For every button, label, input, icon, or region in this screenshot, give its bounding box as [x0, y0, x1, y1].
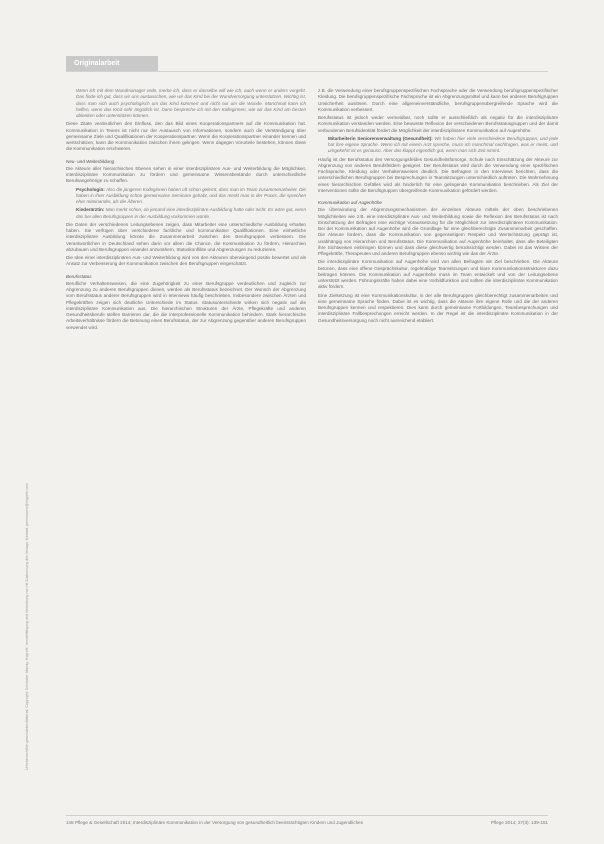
section-heading: Neu- und Weiterbildung — [66, 158, 115, 164]
quote-speaker: Kinderärztin: — [76, 207, 105, 213]
footer-citation: 148 Pflege & Gesellschaft 2014; Interdisziplinäre Kommunikation in der Versorgung von gesundheitlich beeinträchtigten Kindern und Jugendlichen — [66, 820, 364, 825]
body-paragraph: Berufliche Verhaltensweisen, die eine Zugehörigkeit zu einer Berufsgruppe verdeutlichen und zugleich zur Abgrenzung zu anderen Berufsgruppen dienen, werden als Berufsstatus bezeichnet. Der Wunsch der Abgrenzung vom Berufsstatus anderer Berufsgruppen wird in Interviews häufig beschrieben. Insbesondere zwischen Ärzten und Pflegekräften zeigen sich deutliche Unterschiede im Status. Statusunterschiede wirken sich negativ auf die interdisziplinäre Kommunikation aus. Die hierarchischen Strukturen der Ärzte, Pflegekräfte und anderen Gesundheitsberufe stellen Barrieren dar, die die interprofessionelle Kommunikation behindern. Stark hierarchische Arbeitsverhältnisse fördern die Betonung eines Berufsstatus, der zur Abgrenzung gegenüber anderen Berufsgruppen verwendet wird. — [66, 280, 306, 330]
body-paragraph: Häufig ist der Berufsstatus des Versorgungsfeldes Gesundheitsfürsorge, Schule nach Einschätzung der Akteure zur Abgrenzung von anderen Berufsfeldern geeignet. Der Berufsstatus wird durch die Verwendung einer spezifischen Fachsprache, Kleidung oder Verhaltensweisen deutlich. Die Befragten in den Interviews berichten, dass die unterschiedlichen Berufsgruppen bei Besprechungen in Teamsitzungen unterschiedlich auftreten. Die Wahrnehmung eines hierarchischen Gefälles wird als hinderlich für eine gelingende Kommunikation beschrieben. Als Ziel der Interventionen sollte die Berufsgruppen übergreifende Kommunikation gefördert werden. — [318, 156, 558, 193]
body-paragraph: Die interdisziplinäre Kommunikation auf Augenhöhe wird von allen Befragten als Ziel beschrieben. Die Akteure betonen, dass eine offene Gesprächskultur, regelmäßige Teamsitzungen und klare Kommunikationsstrukturen dazu beitragen können. Die Kommunikation auf Augenhöhe muss im Team entwickelt und von der Leitungsebene unterstützt werden. Führungskräfte haben dabei eine Vorbildfunktion und sollten die interdisziplinäre Kommunikation aktiv fördern. — [318, 259, 558, 290]
footer-journal: Pflege 2014; 27(3): 139-151 — [490, 820, 548, 825]
body-paragraph: Die Idee einer interdisziplinären Aus- und Weiterbildung wird von den Akteuren überwiegend positiv bewertet und als Ansatz zur Verbesserung der Kommunikation zwischen den Berufsgruppen eingeschätzt. — [66, 255, 306, 267]
body-paragraph: Die Akteure aller hierarchischen Ebenen sehen in einer interdisziplinären Aus- und Weiterbildung die Möglichkeit, interdisziplinäre Kommunikation zu fördern und gemeinsame Wissensbestände durch unterschiedliche Berufsangehörige zu schaffen. — [66, 165, 306, 184]
footer-rule — [66, 815, 548, 816]
body-paragraph: Eine Zielsetzung ist eine Kommunikationskultur, in der alle Berufsgruppen gleichberechtigt zusammenarbeiten und eine gemeinsame Sprache finden. Dabei ist es wichtig, dass die Akteure ihre eigene Rolle und die der anderen Berufsgruppen kennen und respektieren. Dies kann durch gemeinsame Fortbildungen, Teambesprechungen und interdisziplinäre Fallbesprechungen erreicht werden. In der Regel ist die interdisziplinäre Kommunikation in der Gesundheitsversorgung noch nicht ausreichend etabliert. — [318, 292, 558, 323]
body-paragraph: z.B. die Verwendung einer berufsgruppenspezifischen Fachsprache oder die Verwendung berufsgruppenspezifischer Kleidung. Die berufsgruppenspezifische Fachsprache ist ein Abgrenzungsmittel und kann bei anderen Berufsgruppen Unsicherheit auslösen. Durch eine allgemeinverständliche, berufsgruppenübergreifende Sprache wird die Kommunikation verbessert. — [318, 88, 558, 112]
body-paragraph: Die Überwindung der Abgrenzungsmechanismen der einzelnen Akteure mittels der oben beschriebenen Möglichkeiten wie z.B. eine interdisziplinäre Aus- und Weiterbildung sowie die Reflexion des Berufsstatus ist nach Einschätzung der Befragten eine wichtige Voraussetzung für die Möglichkeit zur interdisziplinären Kommunikation. Bei der Kommunikation auf Augenhöhe wird die Grundlage für eine gleichberechtigte Zusammenarbeit geschaffen. Die Akteure fordern, dass die Kommunikation von gegenseitigem Respekt und Wertschätzung geprägt ist, unabhängig von Hierarchien und Berufsstatus. Die Kommunikation auf Augenhöhe beinhaltet, dass alle Beteiligten ihre Sichtweisen einbringen können und dass diese gleichwertig berücksichtigt werden. Dabei ist das Wissen der Pflegekräfte, Therapeuten und anderen Berufsgruppen ebenso wichtig wie das der Ärzte. — [318, 207, 558, 256]
quote-text: Also die jüngeren Kolleginnen haben oft schon gelernt, dass man im Team zusammenarbeitet. Die haben in ihrer Ausbildung schon gemeinsame Seminare gehabt, und das merkt man in der Praxis, die sprechen eher miteinander, als die Älteren. — [76, 186, 306, 204]
interview-quote — [66, 207, 306, 220]
interview-quote — [318, 136, 558, 155]
quote-text: Man merkt schon, ob jemand eine interdisziplinäre Ausbildung hatte oder nicht. Es wäre gut, wenn das bei allen Berufsgruppen in der Ausbildung vorkommen würde. — [76, 207, 307, 219]
interview-quote — [66, 187, 306, 206]
section-heading: Kommunikation auf Augenhöhe — [318, 200, 382, 205]
body-paragraph: Berufsstatus ist jedoch weder vermeidbar, noch sollte er ausschließlich als negativ für die interdisziplinäre Kommunikation verstanden werden. Eine bewusste Reflexion der verschiedenen Berufsstatusgruppen und der damit verbundenen Berufsidentität fördert die Möglichkeit der interdisziplinären Kommunikation auf Augenhöhe. — [318, 115, 558, 133]
section-tab: Originalarbeit — [66, 56, 158, 71]
quote-text: Wir haben hier viele verschiedene Berufsgruppen, und jede hat ihre eigene Sprache. Wenn ich mit einem Arzt spreche, muss ich manchmal nachfragen, was er meint, und umgekehrt ist es genauso. Aber das klappt eigentlich gut, wenn man sich Zeit nimmt. — [328, 135, 558, 154]
right-column — [318, 88, 558, 326]
interview-quote: Wenn ich mit dem Wundmanager rede, merke ich, dass er dasselbe will wie ich, auch wenn er anders vorgeht. Das finde ich gut, dass wir uns austauschen, wie wir das Kind bei der Wundversorgung unterstützen. Wichtig ist, dass man sich auch psychologisch um das Kind kümmert und nicht nur um die Wunde. Manchmal kann ich helfen, wenn das Kind sehr ängstlich ist. Dann bespreche ich mit den Kolleginnen, wie wir das Kind am besten ablenken oder unterstützen können. — [76, 88, 306, 118]
body-paragraph: Die Daten der verschiedenen Leitungsebenen zeigen, dass Mitarbeiter eine unterschiedliche Ausbildung erhalten haben. Sie verfügen über verschiedene fachliche und kommunikative Qualifikationen. Eine einheitliche interdisziplinäre Ausbildung könnte die Zusammenarbeit zwischen den Berufsgruppen verbessern. Die Verantwortlichen in Deutschland sehen darin vor allem die Chance, die Kommunikation zu fördern, Hierarchien abzubauen und Berufsgruppen einander anzunähern, Statuskonflikte und Abgrenzungen zu reduzieren. — [66, 221, 306, 252]
body-paragraph: Diese Zitate verdeutlichen den Einfluss, den das Bild eines Kooperationspartners auf die Kommunikation hat. Kommunikation in Teams ist nicht nur der Austausch von Informationen, sondern auch die Verständigung über gemeinsame Ziele und Qualifikationen der Kooperationspartner. Wenn die Kooperationspartner einander kennen und wertschätzen, kann die Kommunikation zwischen ihnen gelingen. Wenn dagegen Vorurteile bestehen, können diese die Kommunikation erschweren. — [66, 121, 306, 152]
side-copyright-notice: Urheberrechtlich geschütztes Material. Copyright: Schüssler, Mandy, Hogrefe. Vervielfältigung und Verbreitung nur mit Zustimmung des Verlags. Kontakt: permissions@hogrefe.com — [25, 483, 29, 770]
quote-speaker: Mitarbeiterin Seniorenverwaltung (Gesundheit): — [328, 135, 433, 141]
section-heading: Berufsstatus — [66, 273, 92, 279]
quote-speaker: Psychologin: — [76, 186, 105, 192]
left-column — [66, 88, 306, 333]
header-rule — [66, 71, 548, 72]
